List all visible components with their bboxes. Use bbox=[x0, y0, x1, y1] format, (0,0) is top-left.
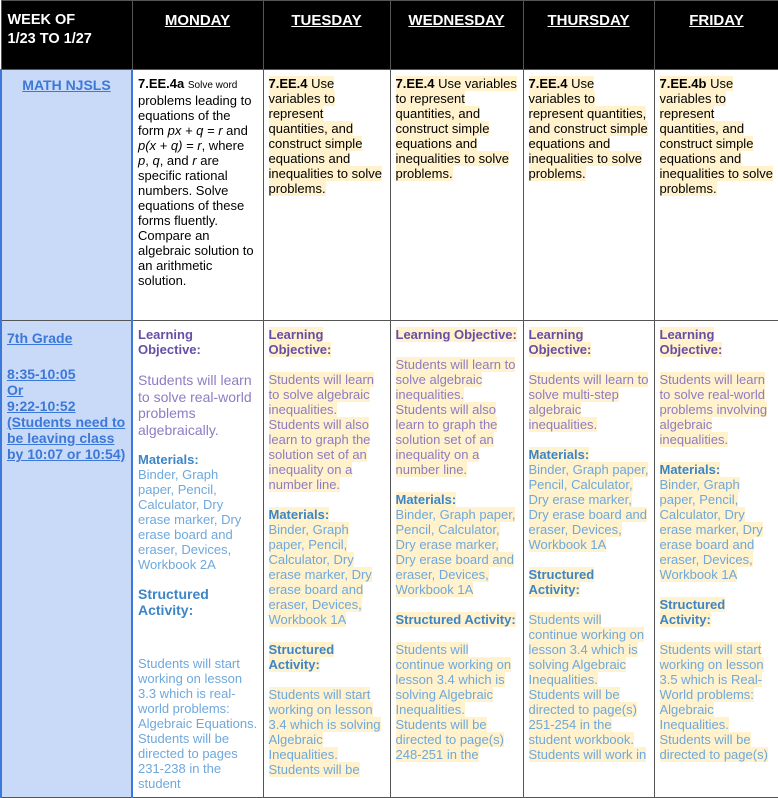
structured-activity-heading: Structured Activity: bbox=[659, 597, 726, 627]
standard-text-tuesday: Use variables to represent quantities, and construct simple equations and inequalities to solve problems. bbox=[268, 76, 382, 196]
standard-monday: 7.EE.4a Solve word problems leading to equations of the form px + q = r and p(x + q) = r, where p, q, and r are specific rational numbers. Solve equations of these forms fluently. Compare an algebraic solution to an arithmetic solution. bbox=[132, 70, 263, 321]
materials-heading: Materials: bbox=[268, 507, 330, 522]
standard-code-friday: 7.EE.4b bbox=[659, 76, 707, 91]
var-p: p bbox=[138, 153, 146, 168]
time-line-4[interactable]: (Students need to be leaving class by 10:07 or 10:54) bbox=[7, 414, 126, 462]
day-header-tuesday: TUESDAY bbox=[263, 1, 390, 70]
grade-row bbox=[1, 321, 778, 798]
materials-text: Binder, Graph paper, Pencil, Calculator, Dry erase marker, Dry erase board and eraser, Devices, Workbook 2A bbox=[138, 467, 242, 572]
standard-text-friday: Use variables to represent quantities, and construct simple equations and inequalities to solve problems. bbox=[659, 76, 773, 196]
day-header-wednesday: WEDNESDAY bbox=[390, 1, 523, 70]
header-row bbox=[1, 1, 778, 70]
grade-label-cell bbox=[1, 321, 132, 798]
standard-code-tuesday: 7.EE.4 bbox=[268, 76, 308, 91]
materials-text: Binder, Graph paper, Pencil, Calculator, Dry erase marker, Dry erase board and eraser, Devices, Workbook 1A bbox=[528, 462, 649, 552]
learning-objective-text: Students will learn to solve real-world problems involving algebraic inequalities. bbox=[659, 372, 768, 447]
structured-activity-heading: Structured Activity: bbox=[528, 567, 595, 597]
standard-code-wednesday: 7.EE.4 bbox=[395, 76, 435, 91]
week-label-line2: 1/23 TO 1/27 bbox=[7, 31, 92, 47]
standard-text-wednesday: Use variables to represent quantities, and construct simple equations and inequalities to solve problems. bbox=[395, 76, 517, 181]
standard-and-2: , and bbox=[159, 153, 189, 168]
standard-text-monday-a: problems leading to equations of the form bbox=[138, 93, 252, 138]
week-label bbox=[1, 1, 132, 70]
materials-heading: Materials: bbox=[395, 492, 457, 507]
materials-heading: Materials: bbox=[528, 447, 590, 462]
standard-text-monday-c: are specific rational numbers. Solve equations of these forms fluently. Compare an algebraic solution to an arithmetic solution. bbox=[138, 153, 254, 288]
day-header-friday: FRIDAY bbox=[654, 1, 778, 70]
structured-activity-text: Students will start working on lesson 3.3 which is real-world problems: Algebraic Equations. Students will be directed to pages 231-238 in the student bbox=[138, 656, 258, 791]
structured-activity-heading: Structured Activity: bbox=[268, 642, 335, 672]
standard-text-monday-b: , where bbox=[201, 138, 245, 153]
equation-2: p(x + q) = r bbox=[138, 138, 202, 153]
day-header-thursday: THURSDAY bbox=[523, 1, 654, 70]
learning-objective-heading: Learning Objective: bbox=[268, 327, 332, 357]
standard-thursday bbox=[523, 70, 654, 321]
grade-link[interactable]: 7th Grade bbox=[7, 330, 73, 346]
materials-text: Binder, Graph paper, Pencil, Calculator, Dry erase marker, Dry erase board and eraser, Devices, Workbook 1A bbox=[268, 522, 372, 627]
time-line-1[interactable]: 8:35-10:05 bbox=[7, 366, 76, 382]
plan-monday bbox=[132, 321, 263, 798]
time-line-2[interactable]: Or bbox=[7, 382, 24, 398]
materials-heading: Materials: bbox=[659, 462, 721, 477]
standard-friday bbox=[654, 70, 778, 321]
structured-activity-text: Students will continue working on lesson 3.4 which is solving Algebraic Inequalities. Students will be directed to page(s) 251-254 in the student workbook. Students will work in bbox=[528, 612, 647, 762]
standard-code-thursday: 7.EE.4 bbox=[528, 76, 568, 91]
structured-activity-heading: Structured Activity: bbox=[395, 612, 516, 627]
standard-small-monday: Solve word bbox=[187, 80, 238, 91]
equation-1: px + q = r bbox=[167, 123, 223, 138]
structured-activity-text: Students will continue working on lesson 3.4 which is solving Algebraic Inequalities. Students will be directed to page(s) 248-251 in the bbox=[395, 642, 512, 762]
learning-objective-heading: Learning Objective: bbox=[138, 327, 201, 357]
learning-objective-text: Students will learn to solve multi-step algebraic inequalities. bbox=[528, 372, 649, 432]
standards-row bbox=[1, 70, 778, 321]
var-r: r bbox=[192, 153, 197, 168]
standards-label-cell bbox=[1, 70, 132, 321]
standards-label: MATH NJSLS bbox=[22, 77, 111, 93]
learning-objective-text: Students will learn to solve algebraic inequalities. Students will also learn to graph the solution set of an inequality on a number line. bbox=[395, 357, 516, 477]
learning-objective-text: Students will learn to solve real-world problems algebraically. bbox=[138, 372, 252, 438]
standard-wednesday bbox=[390, 70, 523, 321]
plan-friday bbox=[654, 321, 778, 798]
materials-text: Binder, Graph paper, Pencil, Calculator, Dry erase marker, Dry erase board and eraser, Devices, Workbook 1A bbox=[395, 507, 516, 597]
structured-activity-text: Students will start working on lesson 3.5 which is Real-World problems: Algebraic Inequalities. Students will be directed to page(s) bbox=[659, 642, 768, 762]
standard-tuesday bbox=[263, 70, 390, 321]
week-label-line1: WEEK OF bbox=[7, 12, 76, 28]
day-header-monday: MONDAY bbox=[132, 1, 263, 70]
standard-code-monday: 7.EE.4a bbox=[138, 76, 185, 91]
standard-and-1: and bbox=[226, 123, 248, 138]
learning-objective-text: Students will learn to solve algebraic inequalities. Students will also learn to graph the solution set of an inequality on a number line. bbox=[268, 372, 374, 492]
learning-objective-heading: Learning Objective: bbox=[659, 327, 723, 357]
materials-heading: Materials: bbox=[138, 452, 199, 467]
time-line-3[interactable]: 9:22-10:52 bbox=[7, 398, 76, 414]
learning-objective-heading: Learning Objective: bbox=[395, 327, 517, 342]
plan-thursday bbox=[523, 321, 654, 798]
materials-text: Binder, Graph paper, Pencil, Calculator, Dry erase marker, Dry erase board and eraser, Devices, Workbook 1A bbox=[659, 477, 763, 582]
plan-wednesday bbox=[390, 321, 523, 798]
learning-objective-heading: Learning Objective: bbox=[528, 327, 592, 357]
var-q: q bbox=[152, 153, 160, 168]
structured-activity-text: Students will start working on lesson 3.4 which is solving Algebraic Inequalities. Students will be bbox=[268, 687, 381, 777]
plan-tuesday bbox=[263, 321, 390, 798]
standard-text-thursday: Use variables to represent quantities, and construct simple equations and inequalities to solve problems. bbox=[528, 76, 648, 181]
structured-activity-heading: Structured Activity: bbox=[138, 586, 209, 618]
